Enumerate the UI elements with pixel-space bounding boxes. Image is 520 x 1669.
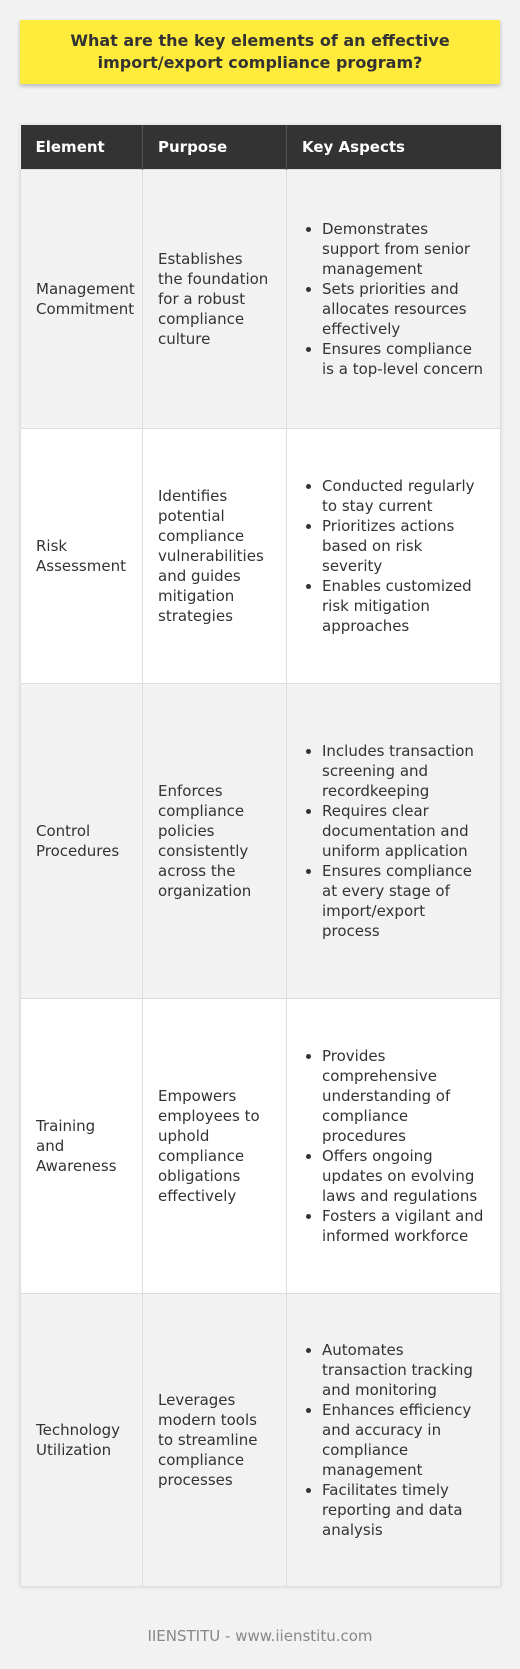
aspects-list: [302, 1046, 485, 1246]
aspects-list: [302, 741, 485, 941]
aspects-cell: [287, 170, 501, 429]
aspect-item: • Provides comprehensive understanding of compliance procedures: [322, 1046, 485, 1146]
footer-credit: IIENSTITU - www.iienstitu.com: [147, 1627, 373, 1645]
aspect-item: • Ensures compliance is a top-level concern: [322, 339, 485, 379]
aspect-item: • Requires clear documentation and uniform application: [322, 801, 485, 861]
table-row: [21, 999, 501, 1294]
aspects-cell: [287, 429, 501, 684]
purpose-cell: Identifies potential compliance vulnerabilities and guides mitigation strategies: [143, 429, 287, 684]
table-row: [21, 429, 501, 684]
aspects-cell: [287, 999, 501, 1294]
table-header-row: [21, 125, 501, 170]
purpose-cell: Empowers employees to uphold compliance obligations effectively: [143, 999, 287, 1294]
aspects-cell: [287, 684, 501, 999]
compliance-elements-table: [20, 125, 501, 1587]
aspects-list: [302, 219, 485, 379]
aspect-item: • Enables customized risk mitigation approaches: [322, 576, 485, 636]
table-row: [21, 170, 501, 429]
aspect-item: • Enhances efficiency and accuracy in compliance management: [322, 1400, 485, 1480]
aspect-item: • Automates transaction tracking and monitoring: [322, 1340, 485, 1400]
aspect-item: • Offers ongoing updates on evolving laws and regulations: [322, 1146, 485, 1206]
element-cell: Training and Awareness: [21, 999, 143, 1294]
aspect-item: • Demonstrates support from senior management: [322, 219, 485, 279]
aspect-item: • Ensures compliance at every stage of import/export process: [322, 861, 485, 941]
element-cell: Risk Assessment: [21, 429, 143, 684]
purpose-cell: Establishes the foundation for a robust compliance culture: [143, 170, 287, 429]
purpose-cell: Leverages modern tools to streamline compliance processes: [143, 1294, 287, 1587]
page-title: What are the key elements of an effective import/export compliance program?: [20, 20, 500, 84]
aspect-item: • Facilitates timely reporting and data analysis: [322, 1480, 485, 1540]
aspect-item: • Sets priorities and allocates resources effectively: [322, 279, 485, 339]
aspect-item: • Includes transaction screening and recordkeeping: [322, 741, 485, 801]
aspect-item: • Conducted regularly to stay current: [322, 476, 485, 516]
table-row: [21, 684, 501, 999]
aspects-cell: [287, 1294, 501, 1587]
aspects-list: [302, 476, 485, 636]
aspect-item: • Prioritizes actions based on risk severity: [322, 516, 485, 576]
header-purpose: Purpose: [143, 125, 287, 170]
header-key-aspects: Key Aspects: [287, 125, 501, 170]
aspect-item: • Fosters a vigilant and informed workforce: [322, 1206, 485, 1246]
table-row: [21, 1294, 501, 1587]
aspects-list: [302, 1340, 485, 1540]
purpose-cell: Enforces compliance policies consistently across the organization: [143, 684, 287, 999]
element-cell: Management Commitment: [21, 170, 143, 429]
element-cell: Technology Utilization: [21, 1294, 143, 1587]
header-element: Element: [21, 125, 143, 170]
element-cell: Control Procedures: [21, 684, 143, 999]
